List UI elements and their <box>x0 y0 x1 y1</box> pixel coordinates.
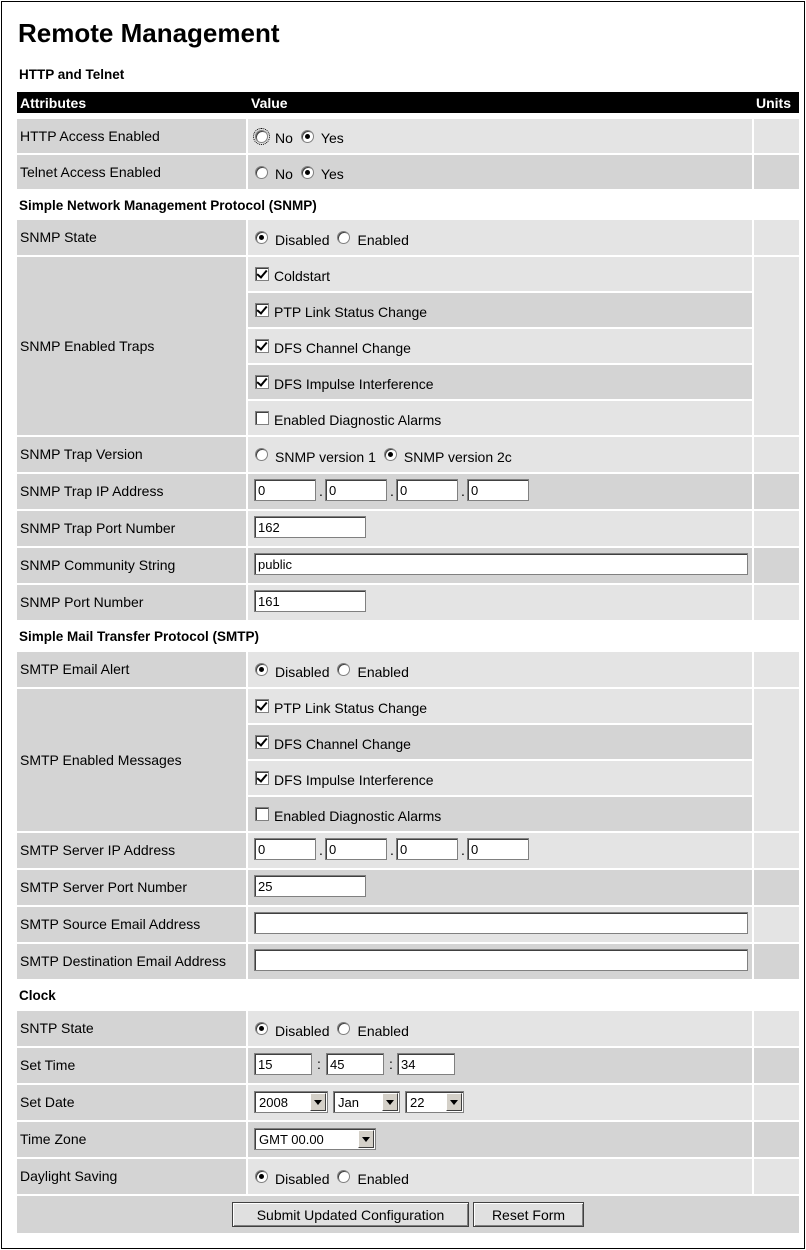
msg-dfs-impulse-label: DFS Impulse Interference <box>274 772 434 788</box>
day-select[interactable] <box>405 1091 464 1113</box>
server-ip-octet-2[interactable] <box>325 838 387 860</box>
http-yes-radio[interactable] <box>301 130 314 143</box>
row-smtp-destination <box>17 944 799 979</box>
trap-dfs-impulse-label: DFS Impulse Interference <box>274 376 434 392</box>
row-form-buttons <box>17 1196 799 1233</box>
row-snmp-trap-version <box>17 437 799 472</box>
msg-link-status-label: PTP Link Status Change <box>274 700 428 716</box>
snmp-trap-version-label: SNMP Trap Version <box>20 446 143 462</box>
destination-email-input[interactable] <box>254 949 748 971</box>
msg-dfs-channel-checkbox[interactable] <box>255 735 269 749</box>
smtp-alert-label: SMTP Email Alert <box>20 661 130 677</box>
page-title: Remote Management <box>18 18 280 48</box>
trap-dfs-impulse-checkbox[interactable] <box>255 375 269 389</box>
day-dropdown-arrow-icon[interactable] <box>446 1093 462 1111</box>
smtp-messages-label: SMTP Enabled Messages <box>20 752 182 768</box>
msg-dfs-channel-label: DFS Channel Change <box>274 736 411 752</box>
section-snmp: Simple Network Management Protocol (SNMP) <box>19 198 317 213</box>
msg-link-status-checkbox[interactable] <box>255 699 269 713</box>
daylight-saving-label: Daylight Saving <box>20 1168 118 1184</box>
smtp-enabled-label: Enabled <box>357 663 409 680</box>
smtp-port-input[interactable] <box>254 875 366 897</box>
server-ip-dot-1: . <box>319 842 323 858</box>
server-ip-dot-3: . <box>461 842 465 858</box>
month-value: Jan <box>338 1095 359 1110</box>
daylight-enabled-radio[interactable] <box>337 1170 350 1183</box>
timezone-value: GMT 00.00 <box>259 1132 324 1147</box>
submit-configuration-button[interactable]: Submit Updated Configuration <box>232 1202 469 1227</box>
trap-diagnostic-checkbox[interactable] <box>255 411 269 425</box>
daylight-enabled-label: Enabled <box>357 1170 409 1187</box>
header-attributes: Attributes <box>20 95 87 111</box>
month-select[interactable] <box>333 1091 400 1113</box>
row-set-time <box>17 1048 799 1083</box>
http-no-radio[interactable] <box>255 130 268 143</box>
trap-ip-dot-3: . <box>461 483 465 499</box>
trap-link-status-checkbox[interactable] <box>255 303 269 317</box>
daylight-disabled-radio[interactable] <box>255 1170 268 1183</box>
time-sep-2: : <box>389 1056 393 1072</box>
trap-version-2c-radio[interactable] <box>384 448 397 461</box>
header-value: Value <box>251 95 288 111</box>
trap-diagnostic-label: Enabled Diagnostic Alarms <box>274 412 442 428</box>
trap-dfs-channel-checkbox[interactable] <box>255 339 269 353</box>
trap-coldstart-checkbox[interactable] <box>255 267 269 281</box>
http-access-label: HTTP Access Enabled <box>20 128 160 144</box>
telnet-no-radio[interactable] <box>255 166 268 179</box>
day-value: 22 <box>410 1095 425 1110</box>
trap-link-status-label: PTP Link Status Change <box>274 304 428 320</box>
smtp-enabled-radio[interactable] <box>337 663 350 676</box>
time-sep-1: : <box>317 1056 321 1072</box>
snmp-enabled-label: Enabled <box>357 231 409 248</box>
header-units: Units <box>756 95 791 111</box>
time-seconds-input[interactable] <box>397 1053 455 1075</box>
trap-version-2c-label: SNMP version 2c <box>403 448 512 465</box>
msg-diagnostic-label: Enabled Diagnostic Alarms <box>274 808 442 824</box>
snmp-trap-ip-label: SNMP Trap IP Address <box>20 483 164 499</box>
sntp-disabled-radio[interactable] <box>255 1022 268 1035</box>
sntp-state-label: SNTP State <box>20 1020 94 1036</box>
trap-version-1-radio[interactable] <box>255 448 268 461</box>
source-email-input[interactable] <box>254 912 748 934</box>
row-snmp-trap-port <box>17 511 799 546</box>
sntp-disabled-label: Disabled <box>275 1022 330 1039</box>
snmp-enabled-radio[interactable] <box>337 231 350 244</box>
snmp-community-label: SNMP Community String <box>20 557 176 573</box>
time-hours-input[interactable] <box>254 1053 312 1075</box>
set-date-label: Set Date <box>20 1094 75 1110</box>
row-time-zone <box>17 1122 799 1157</box>
trap-ip-octet-3[interactable] <box>396 479 458 501</box>
row-snmp-traps <box>17 257 799 435</box>
msg-diagnostic-checkbox[interactable] <box>255 807 269 821</box>
snmp-traps-label: SNMP Enabled Traps <box>20 338 155 354</box>
smtp-disabled-label: Disabled <box>275 663 330 680</box>
msg-dfs-impulse-checkbox[interactable] <box>255 771 269 785</box>
snmp-disabled-radio[interactable] <box>255 231 268 244</box>
trap-ip-dot-1: . <box>319 483 323 499</box>
row-smtp-alert <box>17 652 799 687</box>
section-clock: Clock <box>19 988 56 1003</box>
section-http-telnet: HTTP and Telnet <box>19 67 125 82</box>
row-snmp-community <box>17 548 799 583</box>
row-set-date <box>17 1085 799 1120</box>
smtp-server-port-label: SMTP Server Port Number <box>20 879 188 895</box>
timezone-select[interactable] <box>254 1128 376 1150</box>
row-snmp-state <box>17 220 799 255</box>
smtp-disabled-radio[interactable] <box>255 663 268 676</box>
time-zone-label: Time Zone <box>20 1131 87 1147</box>
smtp-destination-label: SMTP Destination Email Address <box>20 953 226 969</box>
telnet-no-label: No <box>275 166 293 182</box>
server-ip-dot-2: . <box>390 842 394 858</box>
month-dropdown-arrow-icon[interactable] <box>382 1093 398 1111</box>
trap-dfs-channel-label: DFS Channel Change <box>274 340 411 356</box>
server-ip-octet-3[interactable] <box>396 838 458 860</box>
row-smtp-server-port <box>17 870 799 905</box>
snmp-port-label: SNMP Port Number <box>20 594 144 610</box>
telnet-yes-label: Yes <box>320 166 344 182</box>
trap-ip-octet-4[interactable] <box>467 479 529 501</box>
row-http-access <box>17 119 799 153</box>
trap-version-1-label: SNMP version 1 <box>275 448 376 465</box>
trap-ip-octet-1[interactable] <box>254 479 316 501</box>
timezone-dropdown-arrow-icon[interactable] <box>358 1130 374 1148</box>
row-smtp-messages <box>17 689 799 831</box>
set-time-label: Set Time <box>20 1057 76 1073</box>
snmp-disabled-label: Disabled <box>275 231 330 248</box>
snmp-state-label: SNMP State <box>20 229 97 245</box>
trap-ip-octet-2[interactable] <box>325 479 387 501</box>
row-smtp-source <box>17 907 799 942</box>
daylight-disabled-label: Disabled <box>275 1170 330 1187</box>
http-yes-label: Yes <box>320 130 344 146</box>
server-ip-octet-1[interactable] <box>254 838 316 860</box>
reset-form-button[interactable]: Reset Form <box>473 1202 584 1227</box>
community-string-input[interactable] <box>254 553 748 575</box>
row-snmp-port <box>17 585 799 620</box>
snmp-trap-port-label: SNMP Trap Port Number <box>20 520 176 536</box>
section-smtp: Simple Mail Transfer Protocol (SMTP) <box>19 629 260 644</box>
trap-port-input[interactable] <box>254 516 366 538</box>
row-snmp-trap-ip <box>17 474 799 509</box>
sntp-enabled-label: Enabled <box>357 1022 409 1039</box>
sntp-enabled-radio[interactable] <box>337 1022 350 1035</box>
snmp-port-input[interactable] <box>254 590 366 612</box>
year-select[interactable] <box>254 1091 328 1113</box>
telnet-access-label: Telnet Access Enabled <box>20 164 161 180</box>
telnet-yes-radio[interactable] <box>301 166 314 179</box>
year-value: 2008 <box>259 1095 288 1110</box>
time-minutes-input[interactable] <box>326 1053 384 1075</box>
year-dropdown-arrow-icon[interactable] <box>310 1093 326 1111</box>
row-daylight-saving <box>17 1159 799 1194</box>
http-no-label: No <box>275 130 293 146</box>
trap-coldstart-label: Coldstart <box>274 268 331 284</box>
table-header <box>17 92 799 113</box>
server-ip-octet-4[interactable] <box>467 838 529 860</box>
row-telnet-access <box>17 155 799 189</box>
row-sntp-state <box>17 1011 799 1046</box>
smtp-source-label: SMTP Source Email Address <box>20 916 201 932</box>
smtp-server-ip-label: SMTP Server IP Address <box>20 842 176 858</box>
trap-ip-dot-2: . <box>390 483 394 499</box>
row-smtp-server-ip <box>17 833 799 868</box>
